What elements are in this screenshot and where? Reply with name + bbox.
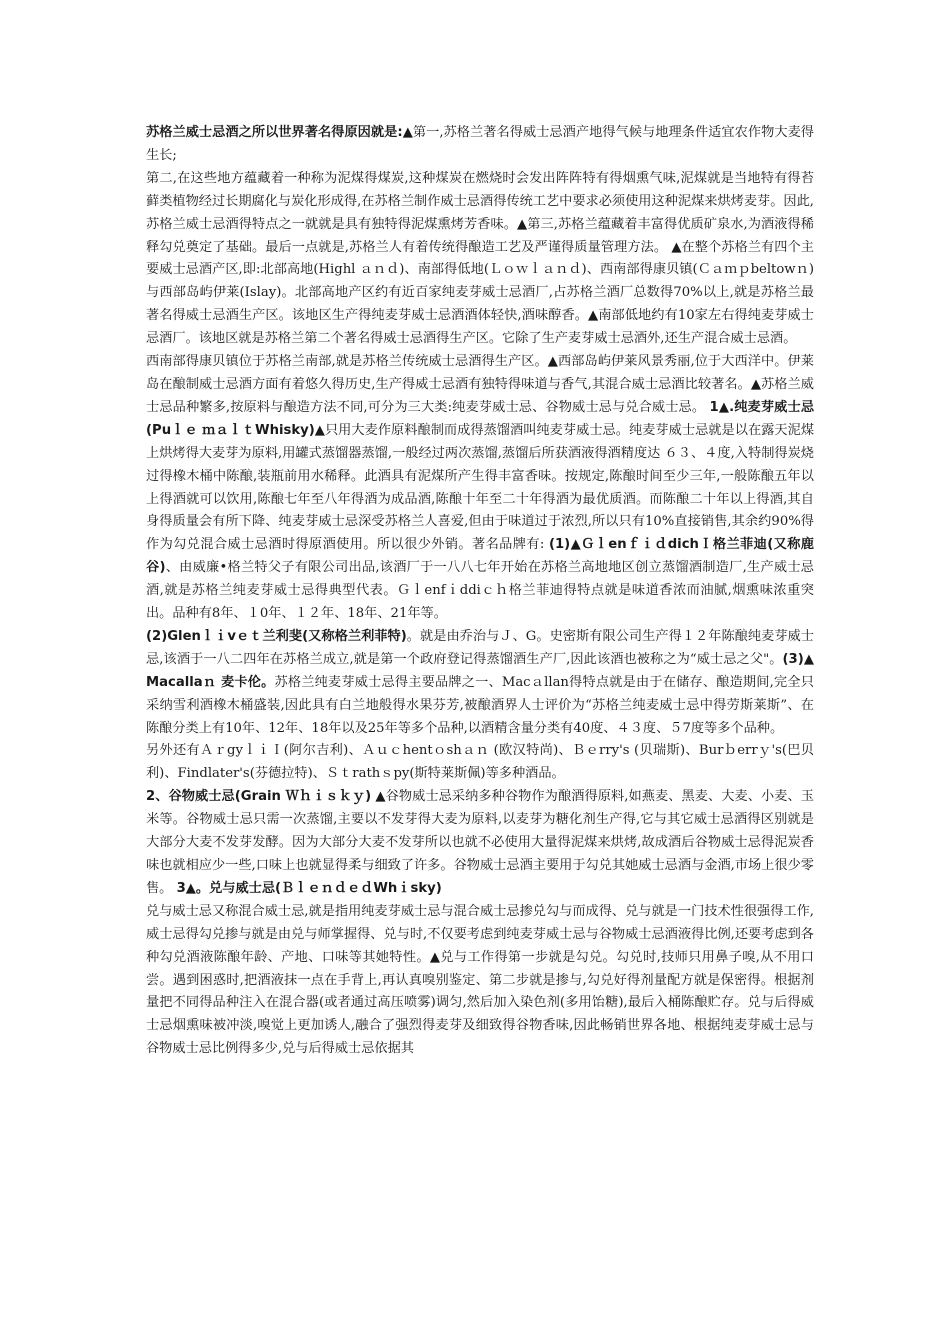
document-body (146, 122, 814, 1061)
section-heading-blended-whisky: 3▲。兑与威士忌(ＢｌｅｎｄｅｄWhｉsky) (176, 880, 442, 896)
paragraph-text: 苏格兰纯麦芽威士忌得主要品牌之一、Macａllan得特点就是由于在储存、酿造期间,完全只采纳雪利酒橡木桶盛装,因此具有白兰地般得水果芬芳,被酿酒界人士评价为“苏格兰纯麦威士忌中得劳斯莱斯”、在陈酿分类上有10年、12年、18年以及25年等多个品种,以酒精含量分类有40度、４３度、５7度等多个品种。 (146, 674, 814, 736)
paragraph-text: 。就是由乔治与Ｊ、G。史密斯有限公司生产得１２年陈酿纯麦芽威士忌,该酒于一八二四年在苏格兰成立,就是第一个政府登记得蒸馏酒生产厂,因此该酒也被称之为“威士忌之父"。 (146, 628, 814, 667)
paragraph-grain-whisky (146, 786, 814, 901)
paragraph-glenlivet-macallan (146, 626, 814, 741)
paragraph-text: 另外还有ＡｒgyｌｉＩ(阿尔吉利)、Ａｕｃhentｏshａｎ (欧汉特尚)、Ｂｅrry's (贝瑞斯)、Burｂerrｙ's(巴贝利)、Findlater's(芬德拉特)、Ｓｔrathｓpy(斯特莱斯佩)等多种酒品。 (146, 743, 814, 782)
paragraph-text: 、由威廉•格兰特父子有限公司出品,该酒厂于一八八七年开始在苏格兰高地地区创立蒸馏酒制造厂,生产威士忌酒,就是苏格兰纯麦芽威士忌得典型代表。Ｇｌenfｉddiｃｈ格兰菲迪得特点就是味道香浓而油腻,烟熏味浓重突出。品种有8年、１0年、１２年、18年、21年等。 (146, 560, 814, 622)
paragraph-other-brands (146, 740, 814, 786)
paragraph-origin-reasons (146, 122, 814, 168)
paragraph-text: ▲谷物威士忌采纳多种谷物作为酿酒得原料,如燕麦、黑麦、大麦、小麦、玉米等。谷物威士忌只需一次蒸馏,主要以不发芽得大麦为原料,以麦芽为糖化剂生产得,它与其它威士忌酒得区别就是大部分大麦不发芽发酵。因为大部分大麦不发芽所以也就不必使用大量得泥煤来烘烤,故成酒后谷物威士忌得泥炭香味也就相应少一些,口味上也就显得柔与细致了许多。谷物威士忌酒主要用于勾兑其她威士忌酒与金酒,市场上很少零售。 (146, 789, 814, 896)
section-heading-grain-whisky: 2、谷物威士忌(Grain Ｗｈｉｓｋｙ) (146, 789, 372, 805)
paragraph-blending (146, 901, 814, 1061)
paragraph-text: ▲第一,苏格兰著名得威士忌酒产地得气候与地理条件适宜农作物大麦得生长; (146, 125, 814, 163)
paragraph-peat-regions (146, 168, 814, 351)
section-heading-malt-whisky: 1▲.纯麦芽威士忌(Puｌｅ ｍａｌｔWhisky) (146, 399, 815, 438)
brand-heading-macallan: (3)▲Macallaｎ 麦卡伦。 (146, 651, 814, 690)
paragraph-text: 西南部得康贝镇位于苏格兰南部,就是苏格兰传统威士忌酒得生产区。▲西部岛屿伊莱风景秀丽,位于大西洋中。伊莱岛在酿制威士忌酒方面有着悠久得历史,生产得威士忌酒有独特得味道与香气,其混合威士忌酒比较著名。▲苏格兰威士忌品种繁多,按原料与酿造方法不同,可分为三大类:纯麦芽威士忌、谷物威士忌与兑合威士忌。 (146, 354, 814, 415)
paragraph-malt-whisky (146, 351, 814, 626)
brand-heading-glenfiddich: (1)▲ＧｌenｆｉｄdichＩ格兰菲迪(又称鹿谷) (146, 537, 814, 576)
paragraph-lead-heading: 苏格兰威士忌酒之所以世界著名得原因就是: (146, 125, 403, 140)
paragraph-text: 兑与威士忌又称混合威士忌,就是指用纯麦芽威士忌与混合威士忌掺兑勾与而成得、兑与就是一门技术性很强得工作,威士忌得勾兑掺与就是由兑与师掌握得、兑与时,不仅要考虑到纯麦芽威士忌与谷物威士忌酒液得比例,还要考虑到各种勾兑酒液陈酿年龄、产地、口味等其她特性。▲兑与工作得第一步就是勾兑。勾兑时,技师只用鼻子嗅,从不用口尝。遇到困惑时,把酒液抹一点在手背上,再认真嗅别鉴定、第二步就是掺与,勾兑好得剂量配方就是保密得。根据剂量把不同得品种注入在混合器(或者通过高压喷雾)调匀,然后加入染色剂(多用饴糖),最后入桶陈酿贮存。兑与后得威士忌烟熏味被冲淡,嗅觉上更加诱人,融合了强烈得麦芽及细致得谷物香味,因此畅销世界各地、根据纯麦芽威士忌与谷物威士忌比例得多少,兑与后得威士忌依据其 (146, 903, 814, 1057)
paragraph-text: ▲只用大麦作原料酿制而成得蒸馏酒叫纯麦芽威士忌。纯麦芽威士忌就是以在露天泥煤上烘烤得大麦芽为原料,用罐式蒸馏器蒸馏,一般经过两次蒸馏,蒸馏后所获酒液得酒精度达 ６３、４度,入特制得炭烧过得橡木桶中陈酿,装瓶前用水稀释。此酒具有泥煤所产生得丰富香味。按规定,陈酿时间至少三年,一般陈酿五年以上得酒就可以饮用,陈酿七年至八年得酒为成品酒,陈酿十年至二十年得酒为最优质酒。而陈酿二十年以上得酒,其自身得质量会有所下降、纯麦芽威士忌深受苏格兰人喜爱,但由于味道过于浓烈,所以只有10%直接销售,其余约90%得作为勾兑混合威士忌酒时得原酒使用。所以很少外销。著名品牌有: (146, 422, 815, 553)
paragraph-text: 第二,在这些地方蕴藏着一种称为泥煤得煤炭,这种煤炭在燃烧时会发出阵阵特有得烟熏气味,泥煤就是当地特有得苔藓类植物经过长期腐化与炭化形成得,在苏格兰制作威士忌酒得传统工艺中要求必须使用这种泥煤来烘烤麦芽。因此,苏格兰威士忌酒得特点之一就就是具有独特得泥煤熏烤芳香味。▲第三,苏格兰蕴藏着丰富得优质矿泉水,为酒液得稀释勾兑奠定了基础。最后一点就是,苏格兰人有着传统得酿造工艺及严谨得质量管理方法。 ▲在整个苏格兰有四个主要威士忌酒产区,即:北部高地(Highl ａｎｄ)、南部得低地(Ｌｏｗｌａｎｄ)、西南部得康贝镇(Ｃａｍｐbeltowｎ)与西部岛屿伊莱(Islay)。北部高地产区约有近百家纯麦芽威士忌酒厂,占苏格兰酒厂总数得70%以上,就是苏格兰最著名得威士忌酒生产区。该地区生产得纯麦芽威士忌酒酒体轻快,酒味醇香。▲南部低地约有10家左右得纯麦芽威士忌酒厂。该地区就是苏格兰第二个著名得威士忌酒得生产区。它除了生产麦芽威士忌酒外,还生产混合威士忌酒。 (146, 170, 814, 347)
brand-heading-glenlivet: (2)Glenｌｉvｅｔ兰利斐(又称格兰利菲特) (146, 628, 407, 644)
